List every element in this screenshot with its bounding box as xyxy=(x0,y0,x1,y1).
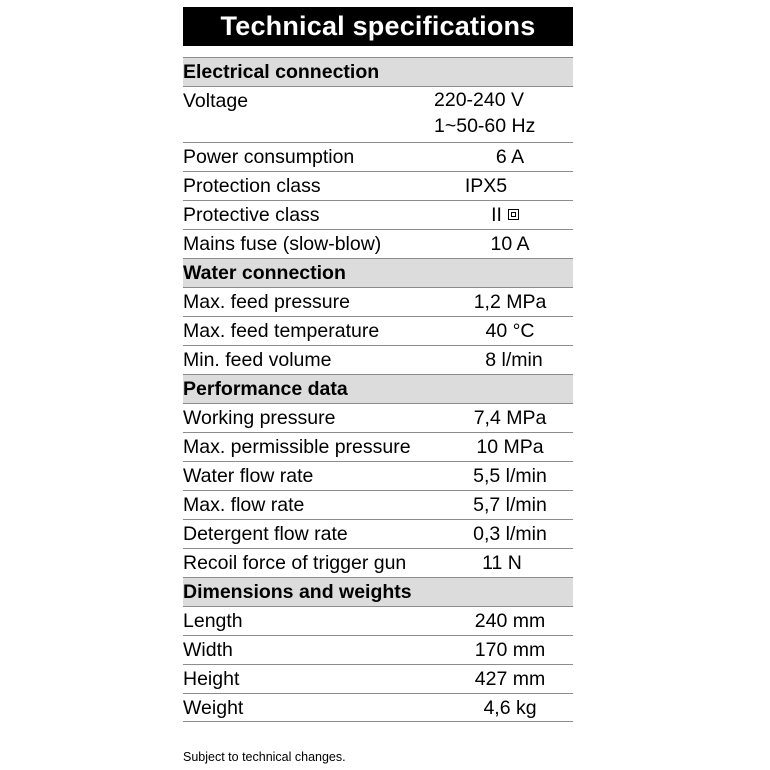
table-row xyxy=(183,664,573,693)
table-row xyxy=(183,345,573,374)
row-label: Recoil force of trigger gun xyxy=(183,552,407,574)
row-label: Protective class xyxy=(183,204,320,226)
row-label: Width xyxy=(183,639,233,661)
table-row xyxy=(183,229,573,258)
row-value: 7,4 MPa xyxy=(473,407,547,429)
protection-class-ii-icon xyxy=(508,209,519,220)
row-value xyxy=(434,87,535,139)
row-value: 240 mm xyxy=(474,610,546,632)
row-label: Protection class xyxy=(183,175,321,197)
table-row xyxy=(183,519,573,548)
table-row xyxy=(183,142,573,171)
section-heading-electrical xyxy=(183,57,573,86)
table-row xyxy=(183,316,573,345)
row-value-text: II xyxy=(491,204,502,226)
section-heading-label: Performance data xyxy=(183,378,348,400)
table-row xyxy=(183,432,573,461)
section-heading-dimensions xyxy=(183,577,573,606)
row-value-line: 220-240 V xyxy=(434,89,524,111)
footnote: Subject to technical changes. xyxy=(183,750,346,764)
table-row xyxy=(183,693,573,722)
row-label: Max. feed temperature xyxy=(183,320,380,342)
table-row xyxy=(183,548,573,577)
spec-table xyxy=(183,57,573,722)
row-value: 0,3 l/min xyxy=(473,523,547,545)
row-value: 10 A xyxy=(490,233,530,255)
row-label: Detergent flow rate xyxy=(183,523,348,545)
row-value: 10 MPa xyxy=(476,436,544,458)
row-label: Power consumption xyxy=(183,146,355,168)
row-value: 5,7 l/min xyxy=(473,494,547,516)
row-label: Working pressure xyxy=(183,407,336,429)
row-value xyxy=(420,201,590,229)
section-heading-water xyxy=(183,258,573,287)
row-value: 170 mm xyxy=(474,639,546,661)
row-value: 1,2 MPa xyxy=(473,291,547,313)
table-row xyxy=(183,287,573,316)
row-label: Length xyxy=(183,610,243,632)
row-value: 40 °C xyxy=(485,320,535,342)
section-heading-label: Electrical connection xyxy=(183,61,380,83)
table-row xyxy=(183,200,573,229)
row-label: Weight xyxy=(183,697,244,719)
page-title: Technical specifications xyxy=(183,7,573,46)
table-row xyxy=(183,403,573,432)
row-value: IPX5 xyxy=(464,175,508,197)
table-row xyxy=(183,461,573,490)
table-row xyxy=(183,490,573,519)
table-row xyxy=(183,635,573,664)
row-value: 11 N xyxy=(482,552,522,574)
row-label: Min. feed volume xyxy=(183,349,332,371)
table-row xyxy=(183,606,573,635)
row-value: 8 l/min xyxy=(485,349,543,371)
section-heading-label: Dimensions and weights xyxy=(183,581,412,603)
row-value: 5,5 l/min xyxy=(473,465,547,487)
table-row xyxy=(183,171,573,200)
row-value: 427 mm xyxy=(474,668,546,690)
row-value: 6 A xyxy=(495,146,525,168)
section-heading-label: Water connection xyxy=(183,262,346,284)
row-value-line: 1~50-60 Hz xyxy=(434,115,536,137)
row-label: Mains fuse (slow-blow) xyxy=(183,233,382,255)
row-value: 4,6 kg xyxy=(483,697,537,719)
row-label: Voltage xyxy=(183,90,249,112)
row-label: Max. flow rate xyxy=(183,494,305,516)
row-label: Water flow rate xyxy=(183,465,314,487)
section-heading-performance xyxy=(183,374,573,403)
row-label: Height xyxy=(183,668,240,690)
table-row xyxy=(183,86,573,142)
row-label: Max. permissible pressure xyxy=(183,436,411,458)
row-label: Max. feed pressure xyxy=(183,291,350,313)
